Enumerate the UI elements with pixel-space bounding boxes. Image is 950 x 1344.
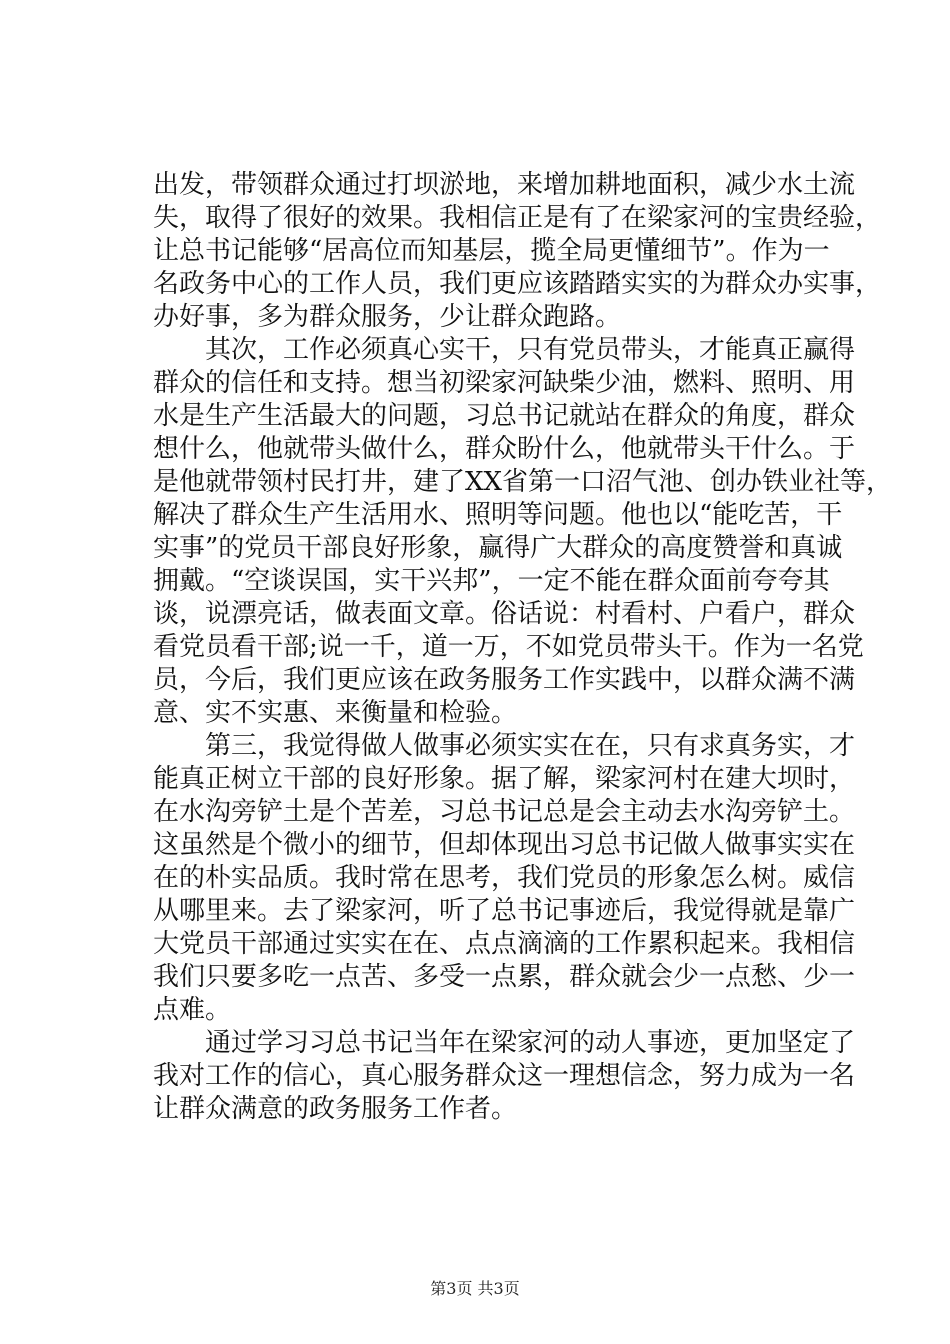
text-line: 群众的信任和支持。想当初梁家河缺柴少油，燃料、照明、用 bbox=[153, 368, 856, 398]
text-line: 实事”的党员干部良好形象，赢得广大群众的高度赞誉和真诚 bbox=[153, 533, 843, 563]
text-line: 失，取得了很好的效果。我相信正是有了在梁家河的宝贵经验， bbox=[153, 203, 882, 233]
text-line: 名政务中心的工作人员，我们更应该踏踏实实的为群众办实事， bbox=[153, 269, 882, 299]
text-line: 让总书记能够“居高位而知基层，揽全局更懂细节”。作为一 bbox=[153, 236, 830, 266]
text-line: 我们只要多吃一点苦、多受一点累，群众就会少一点愁、少一 bbox=[153, 962, 856, 992]
text-line: 是他就带领村民打井，建了XX省第一口沼气池、创办铁业社等， bbox=[153, 467, 893, 497]
text-line: 在水沟旁铲土是个苦差，习总书记总是会主动去水沟旁铲土。 bbox=[153, 797, 856, 827]
page-footer: 第3页 共3页 bbox=[430, 1279, 520, 1298]
body-text bbox=[153, 169, 893, 1126]
text-line: 看党员看干部;说一千，道一万，不如党员带头干。作为一名党 bbox=[153, 632, 864, 662]
text-line: 员，今后，我们更应该在政务服务工作实践中，以群众满不满 bbox=[153, 665, 856, 695]
text-line: 大党员干部通过实实在在、点点滴滴的工作累积起来。我相信 bbox=[153, 929, 856, 959]
text-line: 第三，我觉得做人做事必须实实在在，只有求真务实，才 bbox=[153, 731, 856, 761]
text-line: 让群众满意的政务服务工作者。 bbox=[153, 1094, 518, 1124]
text-line: 谈，说漂亮话，做表面文章。俗话说：村看村、户看户，群众 bbox=[153, 599, 856, 629]
text-line: 意、实不实惠、来衡量和检验。 bbox=[153, 698, 518, 728]
text-line: 其次，工作必须真心实干，只有党员带头，才能真正赢得 bbox=[153, 335, 856, 365]
text-line: 解决了群众生产生活用水、照明等问题。他也以“能吃苦，干 bbox=[153, 500, 843, 530]
text-line: 点难。 bbox=[153, 995, 232, 1025]
text-line: 水是生产生活最大的问题，习总书记就站在群众的角度，群众 bbox=[153, 401, 856, 431]
text-line: 想什么，他就带头做什么，群众盼什么，他就带头干什么。于 bbox=[153, 434, 856, 464]
text-line: 我对工作的信心，真心服务群众这一理想信念，努力成为一名 bbox=[153, 1061, 856, 1091]
text-line: 办好事，多为群众服务，少让群众跑路。 bbox=[153, 302, 622, 332]
text-line: 从哪里来。去了梁家河，听了总书记事迹后，我觉得就是靠广 bbox=[153, 896, 856, 926]
text-line: 在的朴实品质。我时常在思考，我们党员的形象怎么树。威信 bbox=[153, 863, 856, 893]
text-line: 这虽然是个微小的细节，但却体现出习总书记做人做事实实在 bbox=[153, 830, 856, 860]
text-line: 能真正树立干部的良好形象。据了解，梁家河村在建大坝时， bbox=[153, 764, 856, 794]
text-line: 拥戴。“空谈误国，实干兴邦”，一定不能在群众面前夸夸其 bbox=[153, 566, 830, 596]
text-line: 通过学习习总书记当年在梁家河的动人事迹，更加坚定了 bbox=[153, 1028, 856, 1058]
text-line: 出发，带领群众通过打坝淤地，来增加耕地面积，减少水土流 bbox=[153, 170, 856, 200]
